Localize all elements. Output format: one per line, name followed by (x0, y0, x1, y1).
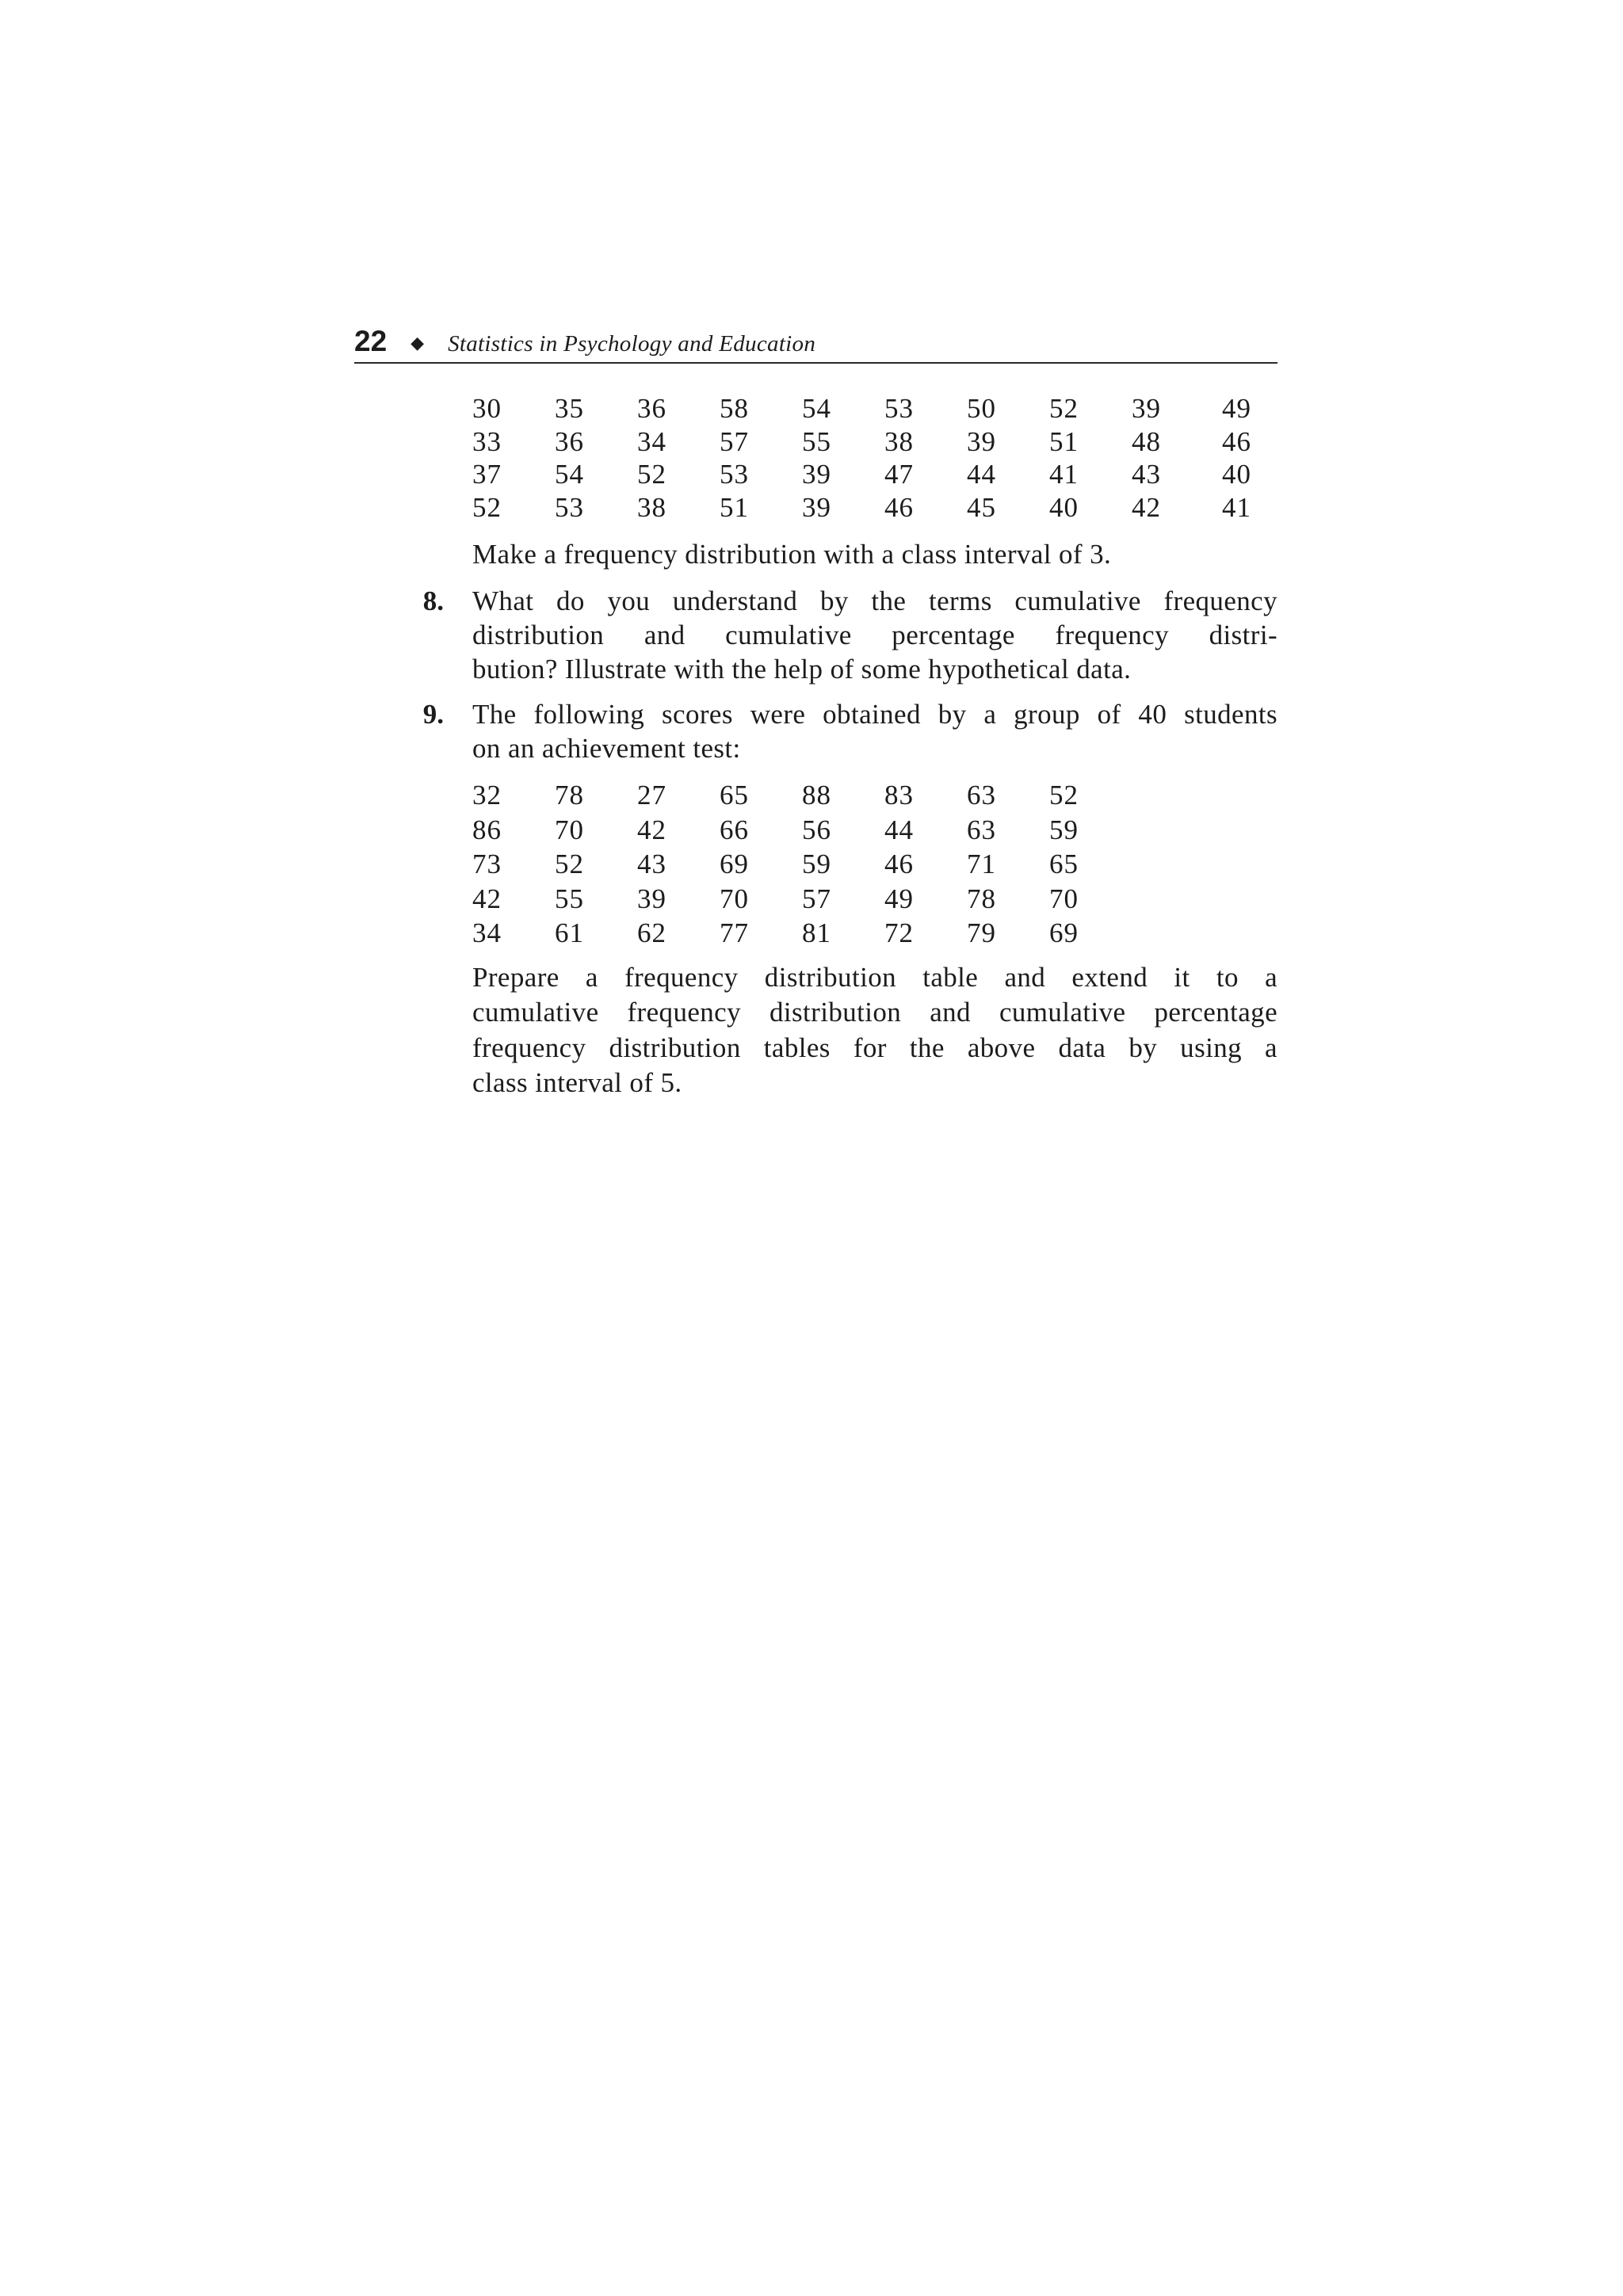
table-row (472, 813, 1132, 848)
table-row (472, 778, 1132, 813)
table-cell: 30 (472, 393, 502, 424)
table-cell: 41 (1049, 459, 1079, 490)
table-cell: 50 (967, 393, 996, 424)
table-cell: 52 (472, 492, 502, 524)
table-cell: 41 (1222, 492, 1251, 524)
table-cell: 34 (637, 425, 666, 457)
table-cell: 43 (637, 849, 666, 879)
table-cell: 65 (720, 780, 749, 810)
question-8-line: distribution and cumulative percentage frequency distri- (472, 620, 1277, 650)
table-cell: 78 (967, 883, 996, 914)
table-cell: 78 (555, 780, 584, 810)
q7-instruction (472, 537, 1277, 571)
question-9-instruction-line: class interval of 5. (472, 1066, 682, 1098)
table-cell: 55 (802, 425, 831, 457)
table-cell: 69 (720, 849, 749, 879)
question-9-number: 9. (422, 699, 444, 730)
table-cell: 53 (555, 492, 584, 524)
table-cell: 36 (637, 393, 666, 424)
table-cell: 77 (720, 917, 749, 948)
table-cell: 33 (472, 425, 502, 457)
table-cell: 54 (802, 393, 831, 424)
table-cell: 36 (555, 425, 584, 457)
question-9-line: on an achievement test: (472, 733, 741, 764)
table-cell: 57 (720, 425, 749, 457)
table-cell: 58 (720, 393, 749, 424)
table-cell: 70 (555, 814, 584, 845)
diamond-separator-icon: ◆ (411, 334, 425, 353)
table-cell: 46 (884, 849, 914, 879)
table-cell: 61 (555, 917, 584, 948)
table-row (472, 392, 1277, 425)
table-cell: 38 (637, 492, 666, 524)
table-cell: 40 (1222, 459, 1251, 490)
table-cell: 65 (1049, 849, 1079, 879)
table-cell: 88 (802, 780, 831, 810)
question-8-text (472, 584, 1277, 686)
table-cell: 52 (1049, 780, 1079, 810)
table-cell: 53 (720, 459, 749, 490)
table-cell: 81 (802, 917, 831, 948)
question-9-instruction-line: Prepare a frequency distribution table and extend it to a (472, 962, 1277, 993)
table-cell: 59 (802, 849, 831, 879)
table-cell: 66 (720, 814, 749, 845)
table-cell: 63 (967, 814, 996, 845)
question-9-text (472, 697, 1277, 765)
table-cell: 39 (802, 492, 831, 524)
table-cell: 52 (555, 849, 584, 879)
question-9-instruction-line: frequency distribution tables for the above data by using a (472, 1032, 1277, 1063)
table-cell: 69 (1049, 917, 1079, 948)
table-cell: 51 (1049, 425, 1079, 457)
q7-instruction-text: Make a frequency distribution with a class interval of 3. (472, 539, 1112, 570)
table-cell: 42 (637, 814, 666, 845)
table-cell: 44 (967, 459, 996, 490)
running-header (354, 323, 1277, 360)
table-cell: 27 (637, 780, 666, 810)
table-cell: 32 (472, 780, 502, 810)
table-cell: 73 (472, 849, 502, 879)
table-cell: 45 (967, 492, 996, 524)
table-cell: 47 (884, 459, 914, 490)
table-cell: 51 (720, 492, 749, 524)
table-cell: 38 (884, 425, 914, 457)
table-row (472, 882, 1132, 917)
running-title: Statistics in Psychology and Education (448, 331, 816, 357)
question-8-number: 8. (422, 585, 444, 616)
table-cell: 44 (884, 814, 914, 845)
table-cell: 57 (802, 883, 831, 914)
table-cell: 34 (472, 917, 502, 948)
table-cell: 63 (967, 780, 996, 810)
table-cell: 42 (1132, 492, 1161, 524)
table-row (472, 916, 1132, 951)
question-9-instruction (472, 960, 1277, 1100)
table-cell: 35 (555, 393, 584, 424)
page-number: 22 (354, 325, 388, 357)
table-cell: 70 (720, 883, 749, 914)
table-row (472, 458, 1277, 491)
table-cell: 54 (555, 459, 584, 490)
question-9-instruction-line: cumulative frequency distribution and cumulative percentage (472, 997, 1277, 1028)
question-9-line: The following scores were obtained by a group of 40 students (472, 699, 1277, 730)
table-cell: 59 (1049, 814, 1079, 845)
table-cell: 52 (637, 459, 666, 490)
table-cell: 39 (637, 883, 666, 914)
table-row (472, 491, 1277, 524)
table-cell: 42 (472, 883, 502, 914)
table-row (472, 847, 1132, 882)
question-8-line: bution? Illustrate with the help of some hypothetical data. (472, 654, 1132, 685)
table-cell: 49 (1222, 393, 1251, 424)
table-cell: 72 (884, 917, 914, 948)
table-cell: 71 (967, 849, 996, 879)
table-cell: 39 (967, 425, 996, 457)
table-row (472, 425, 1277, 459)
table-cell: 43 (1132, 459, 1161, 490)
question-8-line: What do you understand by the terms cumulative frequency (472, 585, 1277, 616)
table-cell: 39 (1132, 393, 1161, 424)
table-cell: 39 (802, 459, 831, 490)
score-table-q7 (472, 392, 1277, 524)
table-cell: 86 (472, 814, 502, 845)
table-cell: 56 (802, 814, 831, 845)
table-cell: 53 (884, 393, 914, 424)
table-cell: 70 (1049, 883, 1079, 914)
table-cell: 46 (884, 492, 914, 524)
table-cell: 52 (1049, 393, 1079, 424)
table-cell: 46 (1222, 425, 1251, 457)
table-cell: 79 (967, 917, 996, 948)
table-cell: 62 (637, 917, 666, 948)
table-cell: 40 (1049, 492, 1079, 524)
table-cell: 37 (472, 459, 502, 490)
score-table-q9 (472, 778, 1132, 951)
table-cell: 49 (884, 883, 914, 914)
table-cell: 55 (555, 883, 584, 914)
table-cell: 83 (884, 780, 914, 810)
header-rule (354, 362, 1277, 364)
table-cell: 48 (1132, 425, 1161, 457)
